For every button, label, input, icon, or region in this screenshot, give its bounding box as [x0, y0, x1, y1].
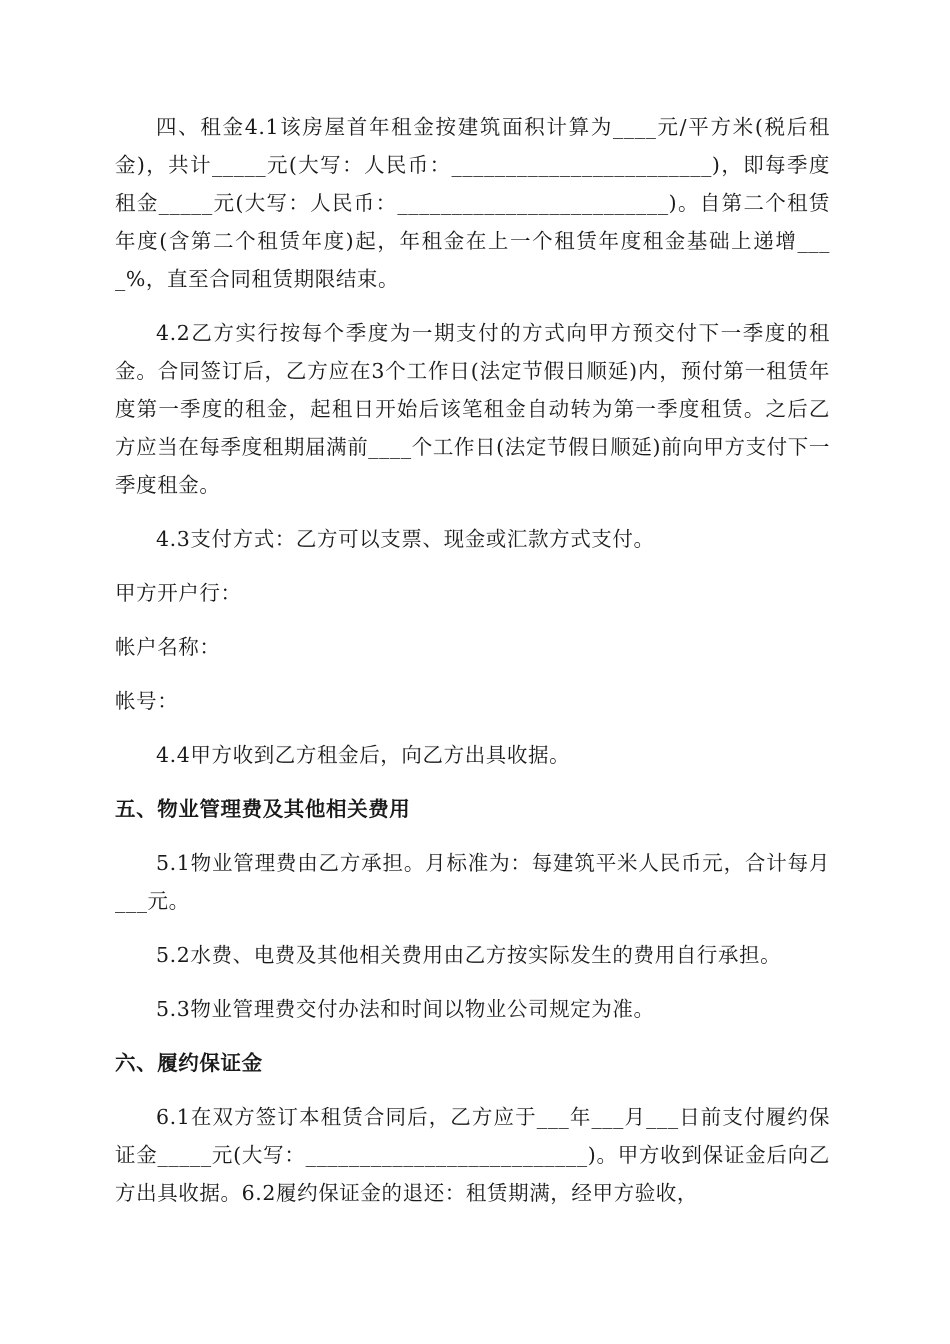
- section-5-heading: 五、物业管理费及其他相关费用: [115, 797, 411, 821]
- bank-label: 甲方开户行：: [115, 581, 242, 605]
- document-page: [115, 108, 830, 1228]
- account-number-label: 帐号：: [115, 689, 179, 713]
- fee-clause-5-2: 5.2水费、电费及其他相关费用由乙方按实际发生的费用自行承担。: [156, 943, 782, 967]
- fee-clause-5-3: 5.3物业管理费交付办法和时间以物业公司规定为准。: [156, 997, 655, 1021]
- rent-clause-4-3: 4.3支付方式：乙方可以支票、现金或汇款方式支付。: [156, 527, 655, 551]
- rent-clause-4-4: 4.4甲方收到乙方租金后，向乙方出具收据。: [156, 743, 571, 767]
- account-name-label: 帐户名称：: [115, 635, 221, 659]
- section-6-heading: 六、履约保证金: [115, 1051, 263, 1075]
- deposit-clause-6-1: 6.1在双方签订本租赁合同后，乙方应于___年___月___日前支付履约保证金_____元(大写：__________________________)。甲方收到保证金后向乙方出具收据。6.2履约保证金的退还：租赁期满，经甲方验收，: [115, 1105, 830, 1205]
- fee-clause-5-1: 5.1物业管理费由乙方承担。月标准为：每建筑平米人民币元，合计每月___元。: [115, 851, 830, 913]
- rent-clause-4-2: 4.2乙方实行按每个季度为一期支付的方式向甲方预交付下一季度的租金。合同签订后，乙方应在3个工作日(法定节假日顺延)内，预付第一租赁年度第一季度的租金，起租日开始后该笔租金自动转为第一季度租赁。之后乙方应当在每季度租期届满前____个工作日(法定节假日顺延)前向甲方支付下一季度租金。: [115, 321, 830, 497]
- rent-clause-4-1: 四、租金4.1该房屋首年租金按建筑面积计算为____元/平方米(税后租金)，共计_____元(大写：人民币：________________________)，即每季度租金_____元(大写：人民币：_________________________)。自第二个租赁年度(含第二个租赁年度)起，年租金在上一个租赁年度租金基础上递增____%，直至合同租赁期限结束。: [115, 115, 830, 291]
